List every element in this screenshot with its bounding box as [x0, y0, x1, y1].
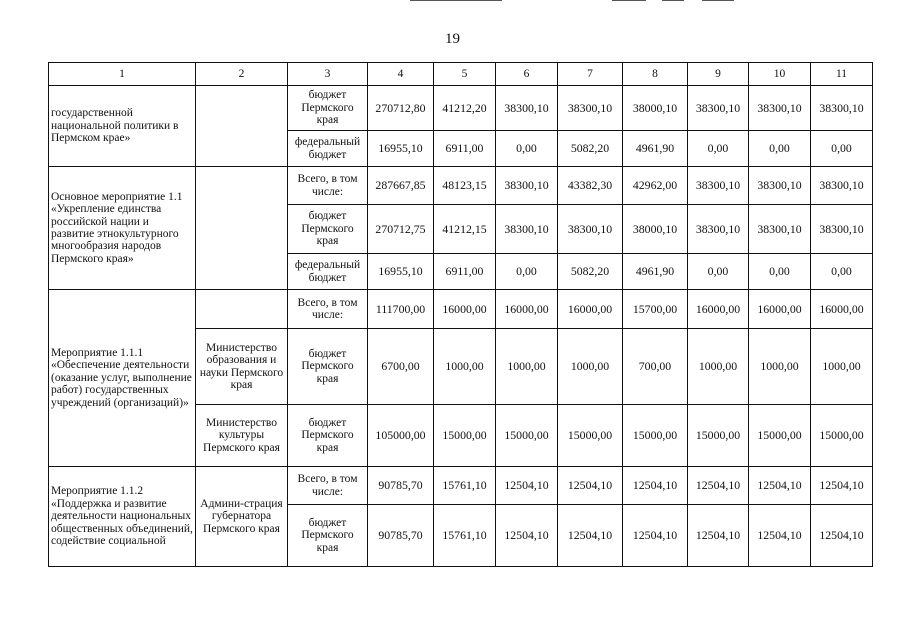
executor — [196, 86, 288, 167]
funding-source: Всего, в том числе: — [288, 167, 368, 205]
column-header: 3 — [288, 63, 368, 86]
value-cell: 15000,00 — [688, 405, 749, 467]
table-row — [49, 290, 873, 329]
value-cell: 12504,10 — [811, 467, 873, 505]
value-cell: 6911,00 — [434, 131, 496, 167]
value-cell: 4961,90 — [623, 254, 688, 290]
value-cell: 1000,00 — [558, 329, 623, 405]
value-cell: 16955,10 — [368, 254, 434, 290]
value-cell: 41212,15 — [434, 205, 496, 254]
value-cell: 16955,10 — [368, 131, 434, 167]
value-cell: 1000,00 — [749, 329, 811, 405]
value-cell: 0,00 — [688, 254, 749, 290]
value-cell: 0,00 — [749, 254, 811, 290]
value-cell: 38300,10 — [558, 205, 623, 254]
executor — [196, 290, 288, 329]
value-cell: 1000,00 — [811, 329, 873, 405]
funding-source: федеральный бюджет — [288, 254, 368, 290]
value-cell: 1000,00 — [688, 329, 749, 405]
value-cell: 1000,00 — [496, 329, 558, 405]
value-cell: 12504,10 — [558, 505, 623, 567]
value-cell: 12504,10 — [623, 467, 688, 505]
executor: Админи-страция губернатора Пермского края — [196, 467, 288, 567]
value-cell: 38300,10 — [688, 167, 749, 205]
column-header: 2 — [196, 63, 288, 86]
value-cell: 16000,00 — [688, 290, 749, 329]
funding-source: бюджет Пермского края — [288, 205, 368, 254]
value-cell: 38000,10 — [623, 86, 688, 131]
page-number: 19 — [445, 31, 460, 47]
value-cell: 4961,90 — [623, 131, 688, 167]
value-cell: 15000,00 — [749, 405, 811, 467]
value-cell: 38000,10 — [623, 205, 688, 254]
activity-name: государственной национальной политики в Пермском крае» — [49, 86, 196, 167]
executor: Министерство образования и науки Пермского края — [196, 329, 288, 405]
value-cell: 12504,10 — [688, 467, 749, 505]
value-cell: 111700,00 — [368, 290, 434, 329]
value-cell: 15761,10 — [434, 467, 496, 505]
executor — [196, 167, 288, 290]
value-cell: 12504,10 — [811, 505, 873, 567]
value-cell: 38300,10 — [496, 205, 558, 254]
value-cell: 12504,10 — [749, 505, 811, 567]
value-cell: 16000,00 — [811, 290, 873, 329]
value-cell: 38300,10 — [749, 167, 811, 205]
value-cell: 38300,10 — [496, 167, 558, 205]
value-cell: 16000,00 — [749, 290, 811, 329]
value-cell: 15000,00 — [434, 405, 496, 467]
value-cell: 43382,30 — [558, 167, 623, 205]
value-cell: 287667,85 — [368, 167, 434, 205]
value-cell: 15000,00 — [558, 405, 623, 467]
column-header: 5 — [434, 63, 496, 86]
value-cell: 38300,10 — [558, 86, 623, 131]
funding-source: бюджет Пермского края — [288, 505, 368, 567]
value-cell: 41212,20 — [434, 86, 496, 131]
value-cell: 15000,00 — [811, 405, 873, 467]
funding-source: бюджет Пермского края — [288, 329, 368, 405]
activity-name: Мероприятие 1.1.2 «Поддержка и развитие деятельности национальных общественных объединений, содействие социальной — [49, 467, 196, 567]
value-cell: 38300,10 — [496, 86, 558, 131]
column-header: 11 — [811, 63, 873, 86]
budget-table — [48, 62, 873, 567]
value-cell: 15000,00 — [496, 405, 558, 467]
value-cell: 1000,00 — [434, 329, 496, 405]
table-row — [49, 86, 873, 131]
value-cell: 270712,75 — [368, 205, 434, 254]
column-header: 4 — [368, 63, 434, 86]
value-cell: 0,00 — [496, 131, 558, 167]
value-cell: 0,00 — [811, 254, 873, 290]
value-cell: 38300,10 — [811, 86, 873, 131]
value-cell: 5082,20 — [558, 131, 623, 167]
column-header: 7 — [558, 63, 623, 86]
value-cell: 16000,00 — [434, 290, 496, 329]
value-cell: 105000,00 — [368, 405, 434, 467]
value-cell: 12504,10 — [749, 467, 811, 505]
value-cell: 15761,10 — [434, 505, 496, 567]
funding-source: Всего, в том числе: — [288, 290, 368, 329]
value-cell: 90785,70 — [368, 467, 434, 505]
value-cell: 0,00 — [749, 131, 811, 167]
value-cell: 12504,10 — [496, 505, 558, 567]
value-cell: 12504,10 — [496, 467, 558, 505]
activity-name: Мероприятие 1.1.1 «Обеспечение деятельности (оказание услуг, выполнение работ) государственных учреждений (организаций)» — [49, 290, 196, 467]
value-cell: 0,00 — [688, 131, 749, 167]
value-cell: 15000,00 — [623, 405, 688, 467]
value-cell: 90785,70 — [368, 505, 434, 567]
value-cell: 38300,10 — [749, 205, 811, 254]
column-header: 8 — [623, 63, 688, 86]
value-cell: 16000,00 — [558, 290, 623, 329]
activity-name: Основное мероприятие 1.1 «Укрепление единства российской нации и развитие этнокультурного многообразия народов Пермского края» — [49, 167, 196, 290]
funding-source: бюджет Пермского края — [288, 405, 368, 467]
table-row — [49, 167, 873, 205]
value-cell: 0,00 — [811, 131, 873, 167]
value-cell: 42962,00 — [623, 167, 688, 205]
value-cell: 38300,10 — [811, 167, 873, 205]
top-rule-lines — [0, 0, 905, 4]
column-header: 10 — [749, 63, 811, 86]
value-cell: 12504,10 — [558, 467, 623, 505]
executor: Министерство культуры Пермского края — [196, 405, 288, 467]
value-cell: 15700,00 — [623, 290, 688, 329]
column-header: 9 — [688, 63, 749, 86]
column-number-header — [49, 63, 873, 86]
value-cell: 6700,00 — [368, 329, 434, 405]
value-cell: 270712,80 — [368, 86, 434, 131]
funding-source: федеральный бюджет — [288, 131, 368, 167]
value-cell: 12504,10 — [688, 505, 749, 567]
column-header: 1 — [49, 63, 196, 86]
table-row — [49, 467, 873, 505]
value-cell: 12504,10 — [623, 505, 688, 567]
value-cell: 38300,10 — [688, 86, 749, 131]
value-cell: 48123,15 — [434, 167, 496, 205]
column-header: 6 — [496, 63, 558, 86]
value-cell: 700,00 — [623, 329, 688, 405]
funding-source: бюджет Пермского края — [288, 86, 368, 131]
value-cell: 38300,10 — [749, 86, 811, 131]
value-cell: 38300,10 — [811, 205, 873, 254]
value-cell: 6911,00 — [434, 254, 496, 290]
value-cell: 0,00 — [496, 254, 558, 290]
value-cell: 16000,00 — [496, 290, 558, 329]
value-cell: 5082,20 — [558, 254, 623, 290]
funding-source: Всего, в том числе: — [288, 467, 368, 505]
value-cell: 38300,10 — [688, 205, 749, 254]
